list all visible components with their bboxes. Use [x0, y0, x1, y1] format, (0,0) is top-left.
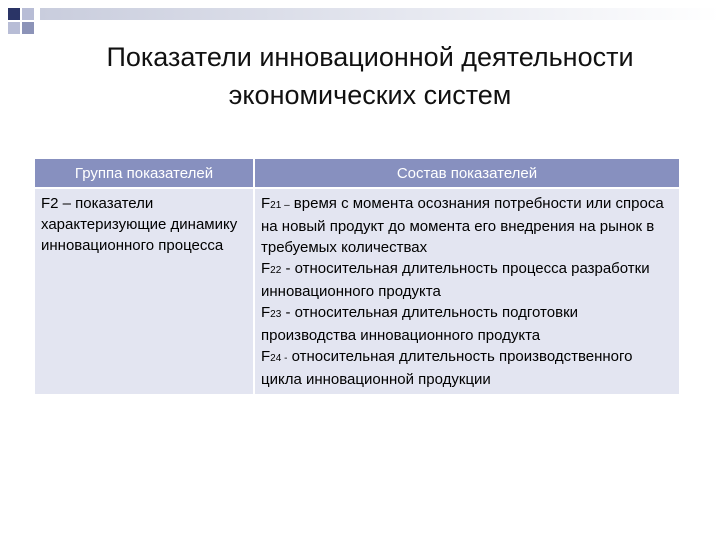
- indicator-text: - относительная длительность подготовки производства инновационного продукта: [261, 304, 579, 344]
- code-subscript: 24 -: [270, 353, 288, 364]
- indicator-entry-f22: [261, 258, 673, 302]
- table-row: [34, 188, 680, 395]
- corner-square-light: [22, 8, 34, 20]
- code-subscript: 23: [270, 309, 282, 320]
- code-letter: F: [261, 260, 271, 277]
- indicator-entry-f21: [261, 193, 673, 258]
- code-letter: F: [261, 348, 271, 365]
- code-letter: F: [261, 304, 271, 321]
- title-line-1: Показатели инновационной деятельности: [106, 42, 634, 72]
- group-cell: F2 – показатели характеризующие динамику инновационного процесса: [34, 188, 254, 395]
- indicator-entry-f23: [261, 302, 673, 346]
- header-composition: Состав показателей: [254, 158, 680, 188]
- corner-square-light-2: [8, 22, 20, 34]
- corner-square-dark: [8, 8, 20, 20]
- code-letter: F: [261, 195, 271, 212]
- header-group: Группа показателей: [34, 158, 254, 188]
- code-subscript: 22: [270, 265, 282, 276]
- indicator-text: относительная длительность производственного цикла инновационной продукции: [261, 348, 633, 388]
- indicators-table: [33, 157, 681, 396]
- top-decorative-bar: [40, 8, 720, 20]
- indicator-text: время с момента осознания потребности или спроса на новый продукт до момента его внедрения на рынок в требуемых количествах: [261, 195, 664, 256]
- indicator-text: - относительная длительность процесса разработки инновационного продукта: [261, 260, 650, 300]
- code-subscript: 21 –: [270, 200, 290, 211]
- corner-square-mid: [22, 22, 34, 34]
- title-line-2: экономических систем: [228, 80, 512, 110]
- slide-title: [50, 38, 690, 114]
- indicator-entry-f24: [261, 346, 673, 390]
- table-header-row: [34, 158, 680, 188]
- composition-cell: [254, 188, 680, 395]
